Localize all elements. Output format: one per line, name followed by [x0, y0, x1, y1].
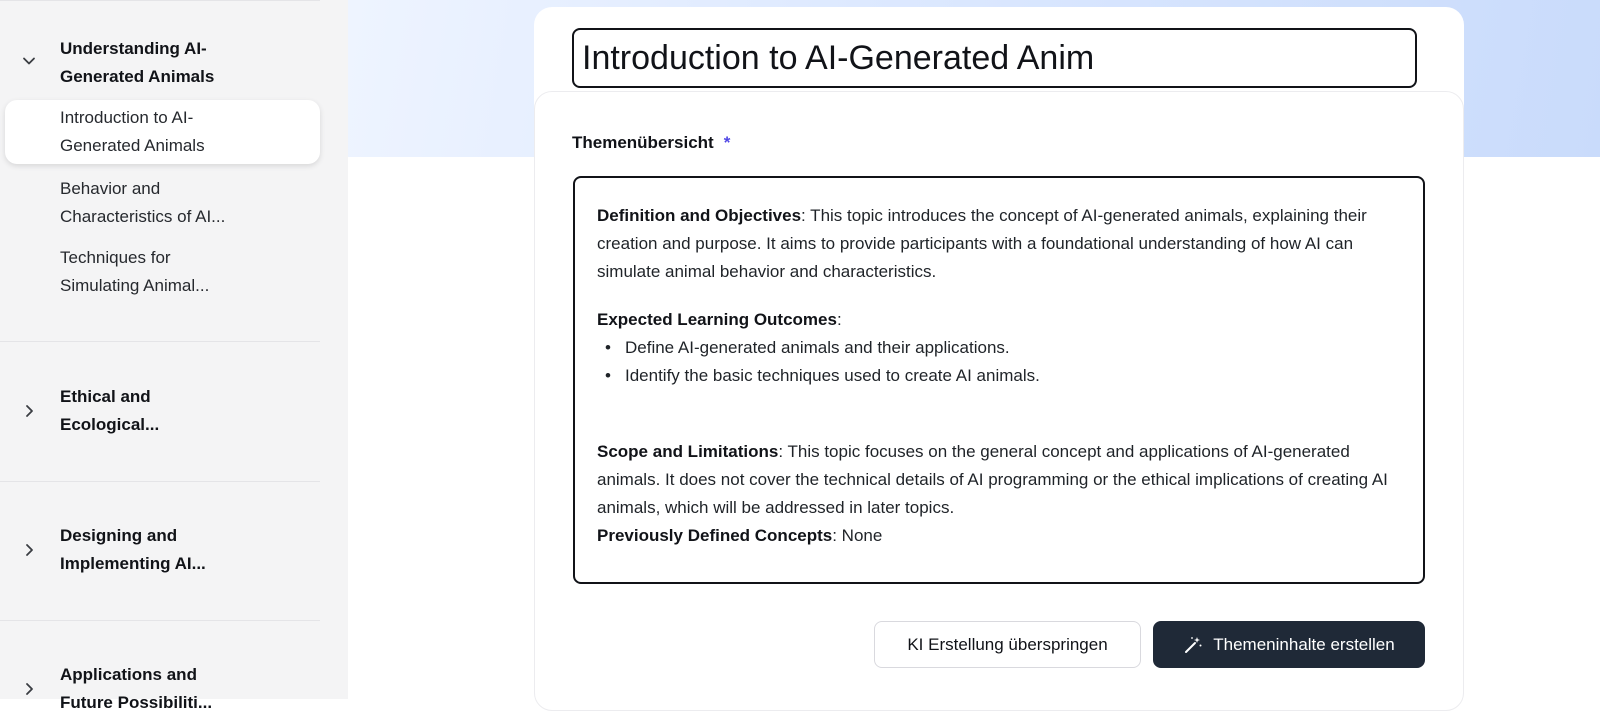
create-topic-content-button[interactable]: [1153, 621, 1425, 668]
chevron-right-icon: [20, 402, 38, 420]
overview-field-label: Themenübersicht *: [572, 133, 731, 152]
sidebar-divider: [0, 481, 320, 482]
sidebar-section-title: Applications and Future Possibiliti...: [60, 665, 213, 712]
topic-overview-editor[interactable]: [573, 176, 1425, 584]
list-item: • Identify the basic techniques used to create AI animals.: [597, 362, 1401, 390]
topic-title-input[interactable]: [572, 28, 1417, 88]
chevron-down-icon: [20, 52, 38, 70]
sidebar-section-understanding[interactable]: [0, 35, 320, 95]
sidebar-item-techniques[interactable]: Techniques for Simulating Animal...: [60, 248, 210, 295]
required-asterisk: *: [723, 133, 731, 152]
sidebar-section-title: Ethical and Ecological...: [60, 387, 160, 434]
sidebar-divider: [0, 341, 320, 342]
sidebar-section-ethical[interactable]: [0, 383, 320, 443]
sidebar-section-designing[interactable]: [0, 522, 320, 582]
chevron-right-icon: [20, 680, 38, 698]
sidebar-section-applications[interactable]: [0, 661, 320, 721]
outcomes-list: [597, 334, 1401, 390]
skip-ai-generation-button[interactable]: [874, 621, 1141, 668]
chevron-right-icon: [20, 541, 38, 559]
sidebar-item-label: Introduction to AI- Generated Animals: [60, 108, 205, 155]
sidebar-item-behavior[interactable]: Behavior and Characteristics of AI...: [60, 179, 226, 226]
create-button-label: Themeninhalte erstellen: [1213, 634, 1395, 654]
skip-button-label: KI Erstellung überspringen: [907, 634, 1108, 654]
sidebar: [0, 0, 348, 712]
magic-wand-icon: [1183, 635, 1203, 655]
definition-paragraph: Definition and Objectives: This topic introduces the concept of AI-generated animals, explaining their creation and purpose. It aims to provide participants with a foundational understanding of how AI can simulate animal behavior and characteristics.: [597, 206, 1367, 281]
sidebar-section-title: Understanding AI- Generated Animals: [60, 39, 215, 86]
previous-concepts-paragraph: Previously Defined Concepts: None: [597, 526, 883, 545]
sidebar-item-introduction[interactable]: [5, 100, 320, 164]
sidebar-top-divider: [0, 0, 320, 1]
scope-paragraph: Scope and Limitations: This topic focuses on the general concept and applications of AI-generated animals. It does not cover the technical details of AI programming or the ethical implications of creating AI animals, which will be addressed in later topics.: [597, 442, 1388, 517]
list-item: • Define AI-generated animals and their applications.: [597, 334, 1401, 362]
sidebar-divider: [0, 620, 320, 621]
sidebar-section-title: Designing and Implementing AI...: [60, 526, 206, 573]
outcomes-heading: Expected Learning Outcomes:: [597, 310, 842, 329]
